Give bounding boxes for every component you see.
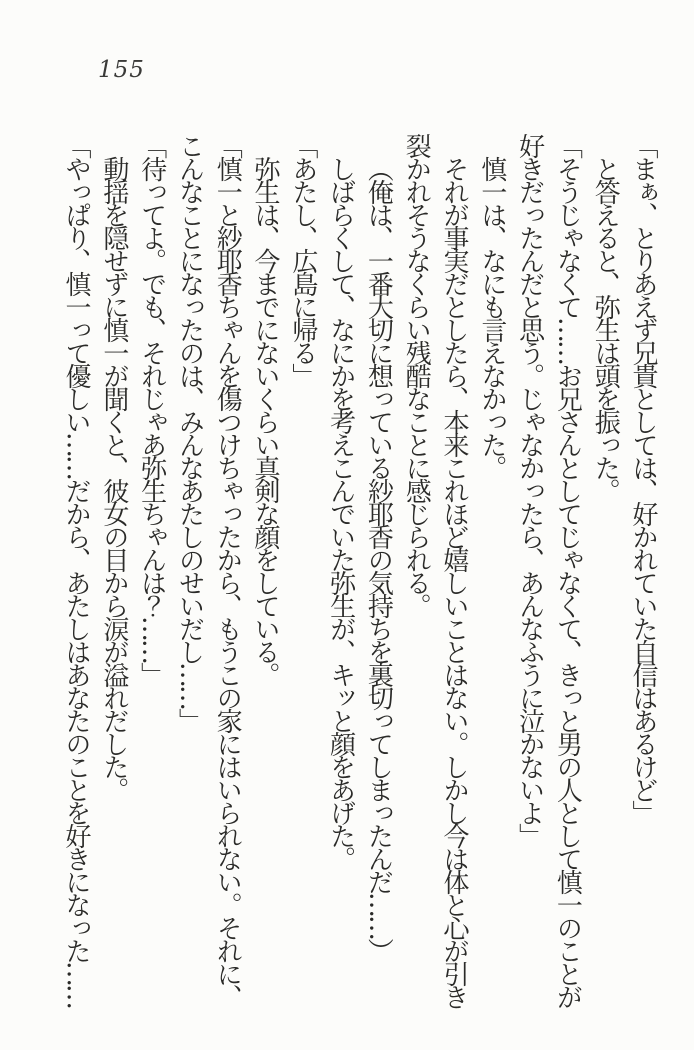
text-line: こんなことになったのは、みんなあたしのせいだし……」	[174, 133, 205, 731]
text-line: 裂かれそうなくらい残酷なことに感じられる。	[401, 133, 432, 616]
text-line: それが事実だとしたら、本来これほど嬉しいことはない。しかし今は体と心が引き	[439, 156, 470, 1007]
text-block	[56, 133, 661, 1028]
text-line: 「そうじゃなくて……お兄さんとしてじゃなくて、きっと男の人として慎一のことが	[552, 133, 583, 1007]
text-line: 「やっぱり、慎一って優しい……だから、あたしはあなたのことを好きになった……	[61, 133, 92, 1007]
page-number: 155	[98, 57, 145, 83]
text-line: 「慎一と紗耶香ちゃんを傷つけちゃったから、もうこの家にはいられない。それに、	[212, 133, 243, 1007]
text-line: 慎一は、なにも言えなかった。	[476, 156, 507, 478]
text-line: 弥生は、今までにないくらい真剣な顔をしている。	[250, 156, 281, 685]
text-line: 「あたし、広島に帰る」	[287, 133, 318, 386]
text-line: （俺は、一番大切に想っている紗耶香の気持ちを裏切ってしまったんだ……）	[363, 156, 394, 961]
text-line: 好きだったんだと思う。じゃなかったら、あんなふうに泣かないよ」	[514, 133, 545, 846]
text-line: しばらくして、なにかを考えこんでいた弥生が、キッと顔をあげた。	[325, 156, 356, 869]
text-line: 動揺を隠せずに慎一が聞くと、彼女の目から涙が溢れだした。	[98, 156, 129, 800]
text-line: 「まぁ、とりあえず兄貴としては、好かれていた自信はあるけど」	[628, 133, 658, 823]
text-line: 「待ってよ。でも、それじゃあ弥生ちゃんは？……」	[136, 133, 167, 685]
text-line: と答えると、弥生は頭を振った。	[590, 156, 621, 501]
